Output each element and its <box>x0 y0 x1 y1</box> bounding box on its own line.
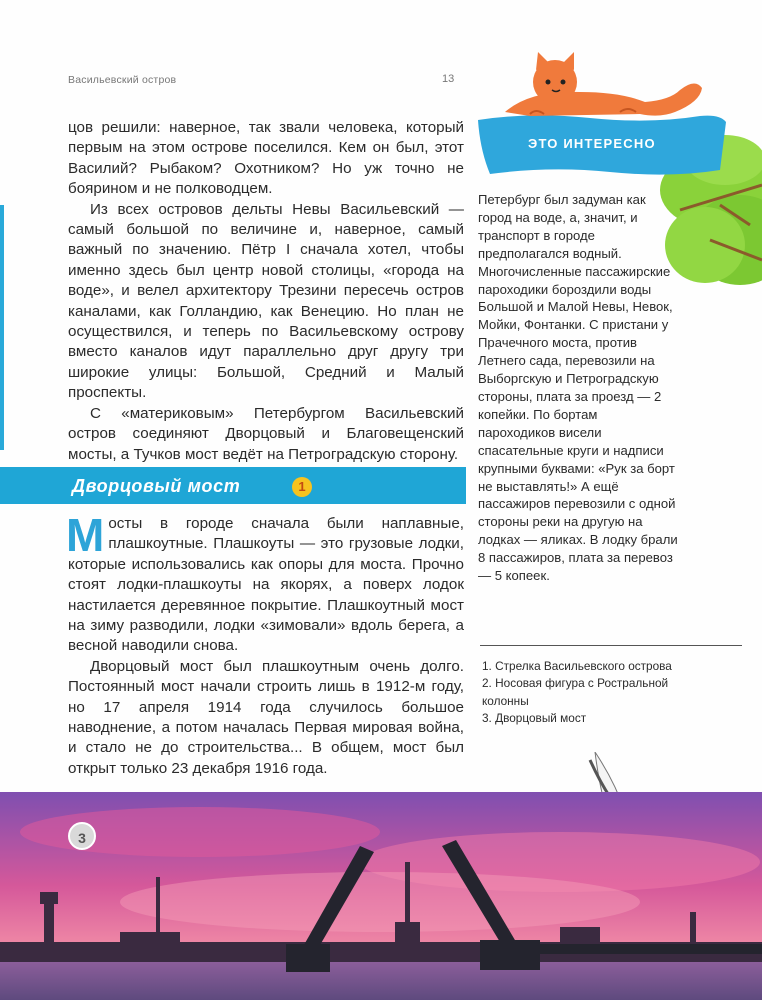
caption-2: 2. Носовая фигура с Ростральной колонны <box>482 676 669 708</box>
section-text <box>66 509 464 779</box>
running-head: Васильевский остров <box>68 74 177 86</box>
bridge-photo <box>0 792 762 1000</box>
sidebar-divider <box>480 645 742 646</box>
sidebar-banner-title: ЭТО ИНТЕРЕСНО <box>528 136 656 151</box>
intro-paragraph-3: С «материковым» Петербургом Васильевский остров соединяют Дворцовый и Благовещенский мосты, а Тучков мост ведёт на Петроградскую сторону. <box>68 404 464 463</box>
photo-number-badge: 3 <box>68 822 96 850</box>
page-number: 13 <box>442 73 455 85</box>
caption-3: 3. Дворцовый мост <box>482 711 587 726</box>
section-title: Дворцовый мост <box>72 476 241 496</box>
intro-paragraph-2: Из всех островов дельты Невы Васильевский — самый большой по величине и, наверное, самый важный по значению. Пётр I сначала хотел, чтобы именно здесь был центр новой столицы, «города на воде», и велел архитектору Трезини пересечь остров каналами, как Голландию, как Венецию. Но план не осуществился, и теперь по Васильевскому острову вместо каналов идут параллельно друг другу три широкие улицы: Большой, Средний и Малый проспекты. <box>68 200 464 402</box>
section-number-badge: 1 <box>292 477 312 497</box>
section-paragraph-2: Дворцовый мост был плашкоутным очень долго. Постоянный мост начали строить лишь в 1912-м году, но 17 апреля 1914 года случилось большое наводнение, а потом началась Первая мировая война, и стало не до строительства... В общем, мост был открыт только 23 декабря 1916 года. <box>68 657 464 777</box>
caption-1: 1. Стрелка Васильевского острова <box>482 659 672 673</box>
cat-icon <box>505 52 702 116</box>
intro-paragraph-1: цов решили: наверное, так звали человека, который первым на этом острове поселился. Кем он был, этот Василий? Рыбаком? Охотником? Но уж точно не боярином и не полководцем. <box>68 119 464 198</box>
section-paragraph-1 <box>66 509 464 657</box>
section-paragraph-1-text: осты в городе сначала были наплавные, плашкоутные. Плашкоуты — это грузовые лодки, которые использовались как опоры для моста. Прочно стоят лодки-плашкоуты на якорях, а поверх лодок настилается деревянное покрытие. Плашкоутный мост на зиму разводили, лодки «зимовали» вдоль берега, а весной наводили снова. <box>68 515 464 655</box>
sidebar-text: Петербург был задуман как город на воде, а, значит, и транспорт в городе предполагался водный. Многочисленные пассажирские пароходики бороздили воды Большой и Малой Невы, Невок, Мойки, Фонтанки. С пристани у Прачечного моста, против Летнего сада, перевозили на Выборгскую и Петроградскую стороны, плата за проезд — 2 копейки. По бортам пароходиков висели спасательные круги и надписи крупными буквами: «Рук за борт не выставлять!» А ещё пассажиров перевозили с одной стороны реки на другую на лодках — яликах. В лодку брали 8 пассажиров, плата за перевоз — 5 копеек. <box>478 192 678 584</box>
left-edge-bar <box>0 205 4 450</box>
picture-captions <box>482 658 712 728</box>
dropcap: М <box>66 509 105 561</box>
intro-text <box>68 118 464 465</box>
